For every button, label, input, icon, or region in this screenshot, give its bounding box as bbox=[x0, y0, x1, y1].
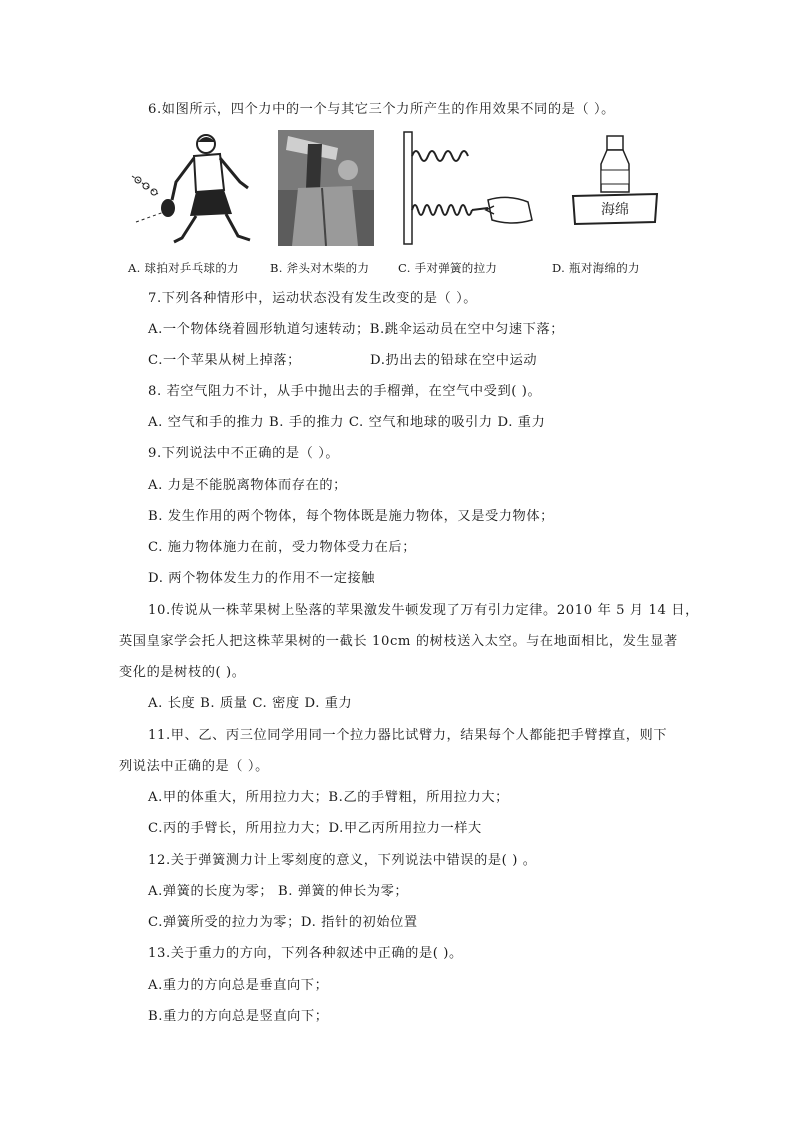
sponge-label: 海绵 bbox=[601, 202, 629, 218]
question-13-stem: 13.关于重力的方向，下列各种叙述中正确的是( )。 bbox=[148, 946, 463, 961]
question-8-options: A. 空气和手的推力 B. 手的推力 C. 空气和地球的吸引力 D. 重力 bbox=[148, 415, 546, 430]
question-7-options-1: A.一个物体绕着圆形轨道匀速转动；B.跳伞运动员在空中匀速下落； bbox=[148, 322, 565, 337]
caption-d: D. 瓶对海绵的力 bbox=[552, 261, 640, 275]
question-7-option-d: D.扔出去的铅球在空中运动 bbox=[370, 353, 538, 368]
question-7-option-c: C.一个苹果从树上掉落； bbox=[148, 353, 301, 368]
question-9-option-c: C. 施力物体施力在前，受力物体受力在后； bbox=[148, 540, 416, 555]
bottle-sponge-image bbox=[565, 130, 665, 246]
caption-a: A. 球拍对乒乓球的力 bbox=[128, 261, 239, 275]
caption-c: C. 手对弹簧的拉力 bbox=[398, 261, 498, 275]
question-10-line-2: 英国皇家学会托人把这株苹果树的一截长 10cm 的树枝送入太空。与在地面相比，发生显著 bbox=[119, 634, 678, 649]
question-6-stem: 6.如图所示，四个力中的一个与其它三个力所产生的作用效果不同的是（ ）。 bbox=[148, 102, 615, 117]
question-12-options-2: C.弹簧所受的拉力为零；D. 指针的初始位置 bbox=[148, 915, 418, 930]
question-12-options-1: A.弹簧的长度为零； B. 弹簧的伸长为零； bbox=[148, 884, 409, 899]
question-11-line-2: 列说法中正确的是（ ）。 bbox=[119, 759, 269, 774]
caption-b: B. 斧头对木柴的力 bbox=[270, 261, 370, 275]
question-11-options-2: C.丙的手臂长，所用拉力大；D.甲乙丙所用拉力一样大 bbox=[148, 821, 482, 836]
question-12-stem: 12.关于弹簧测力计上零刻度的意义，下列说法中错误的是( ) 。 bbox=[148, 853, 537, 868]
question-9-option-a: A. 力是不能脱离物体而存在的； bbox=[148, 478, 347, 493]
question-13-option-b: B.重力的方向总是竖直向下； bbox=[148, 1009, 329, 1024]
question-11-line-1: 11.甲、乙、丙三位同学用同一个拉力器比试臂力，结果每个人都能把手臂撑直，则下 bbox=[148, 728, 668, 743]
question-10-options: A. 长度 B. 质量 C. 密度 D. 重力 bbox=[148, 696, 353, 711]
table-tennis-player-image bbox=[128, 130, 258, 250]
question-7-stem: 7.下列各种情形中，运动状态没有发生改变的是（ ）。 bbox=[148, 291, 478, 306]
question-10-line-1: 10.传说从一株苹果树上坠落的苹果激发牛顿发现了万有引力定律。2010 年 5 月 14 日， bbox=[148, 603, 699, 618]
axe-wood-image bbox=[278, 130, 374, 246]
question-13-option-a: A.重力的方向总是垂直向下； bbox=[148, 978, 329, 993]
question-8-stem: 8. 若空气阻力不计，从手中抛出去的手榴弹，在空气中受到( )。 bbox=[148, 384, 542, 399]
question-9-option-b: B. 发生作用的两个物体，每个物体既是施力物体，又是受力物体； bbox=[148, 509, 554, 524]
question-9-stem: 9.下列说法中不正确的是（ ）。 bbox=[148, 446, 340, 461]
question-6-figures bbox=[120, 130, 680, 250]
question-11-options-1: A.甲的体重大，所用拉力大；B.乙的手臂粗，所用拉力大； bbox=[148, 790, 509, 805]
spring-pull-image bbox=[398, 130, 548, 246]
question-10-line-3: 变化的是树枝的( )。 bbox=[119, 665, 246, 680]
question-9-option-d: D. 两个物体发生力的作用不一定接触 bbox=[148, 571, 376, 586]
